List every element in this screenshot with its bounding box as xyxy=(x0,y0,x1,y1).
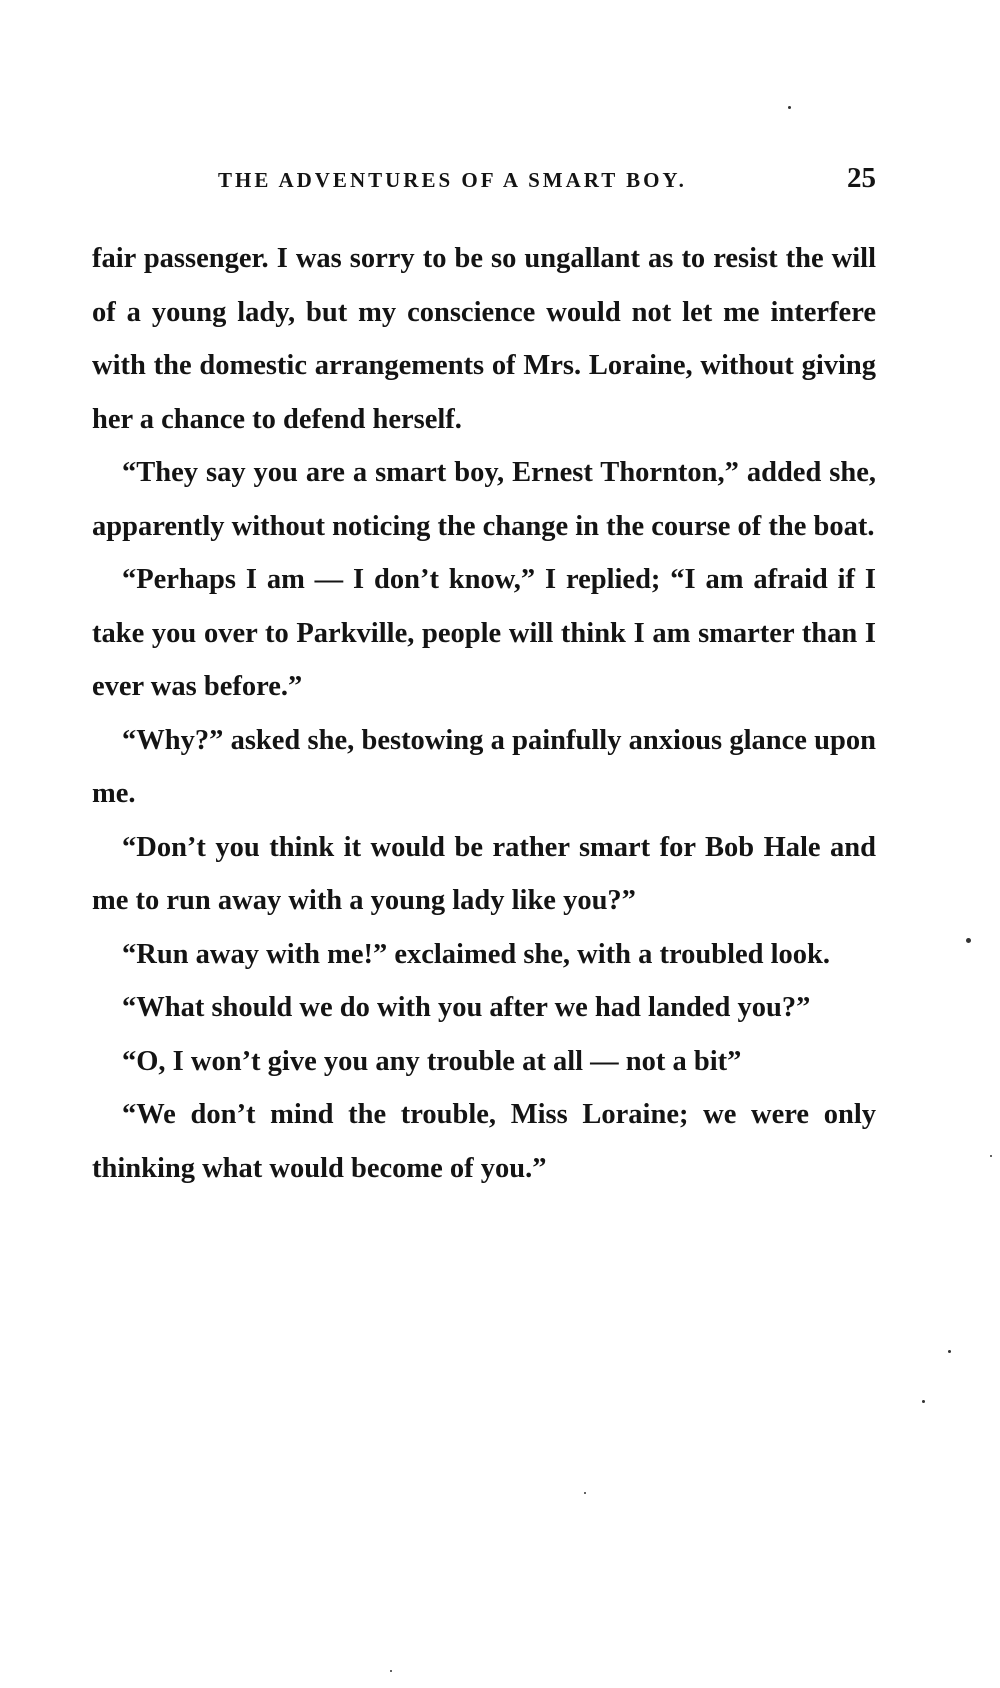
print-speck xyxy=(922,1400,925,1403)
page-number: 25 xyxy=(847,162,876,194)
print-speck xyxy=(390,1670,392,1672)
paragraph-5: “Don’t you think it would be rather smart for Bob Hale and me to run away with a young lady like you?” xyxy=(92,831,876,916)
paragraph-3: “Perhaps I am — I don’t know,” I replied; “I am afraid if I take you over to Parkville, people will think I am smarter than I ever was before.” xyxy=(92,564,876,702)
paragraph-7: “What should we do with you after we had landed you?” xyxy=(122,992,811,1023)
print-speck xyxy=(966,938,971,943)
running-title: THE ADVENTURES OF A SMART BOY. xyxy=(218,168,687,192)
paragraph-9: “We don’t mind the trouble, Miss Loraine; we were only thinking what would become of you.” xyxy=(92,1099,876,1184)
page-header xyxy=(92,162,876,208)
print-speck xyxy=(948,1350,951,1353)
paragraph-1: fair passenger. I was sorry to be so ungallant as to resist the will of a young lady, but my conscience would not let me interfere with the domestic arrangements of Mrs. Loraine, without giving her a chance to defend herself. xyxy=(92,243,876,435)
print-speck xyxy=(788,106,791,109)
paragraph-4: “Why?” asked she, bestowing a painfully anxious glance upon me. xyxy=(92,724,876,809)
body-text xyxy=(92,232,876,1195)
paragraph-8: “O, I won’t give you any trouble at all — not a bit” xyxy=(122,1045,742,1077)
paragraph-2: “They say you are a smart boy, Ernest Thornton,” added she, apparently without noticing the change in the course of the boat. xyxy=(92,457,876,542)
print-speck xyxy=(990,1155,992,1157)
print-speck xyxy=(584,1492,586,1494)
paragraph-6: “Run away with me!” exclaimed she, with a troubled look. xyxy=(122,938,831,970)
